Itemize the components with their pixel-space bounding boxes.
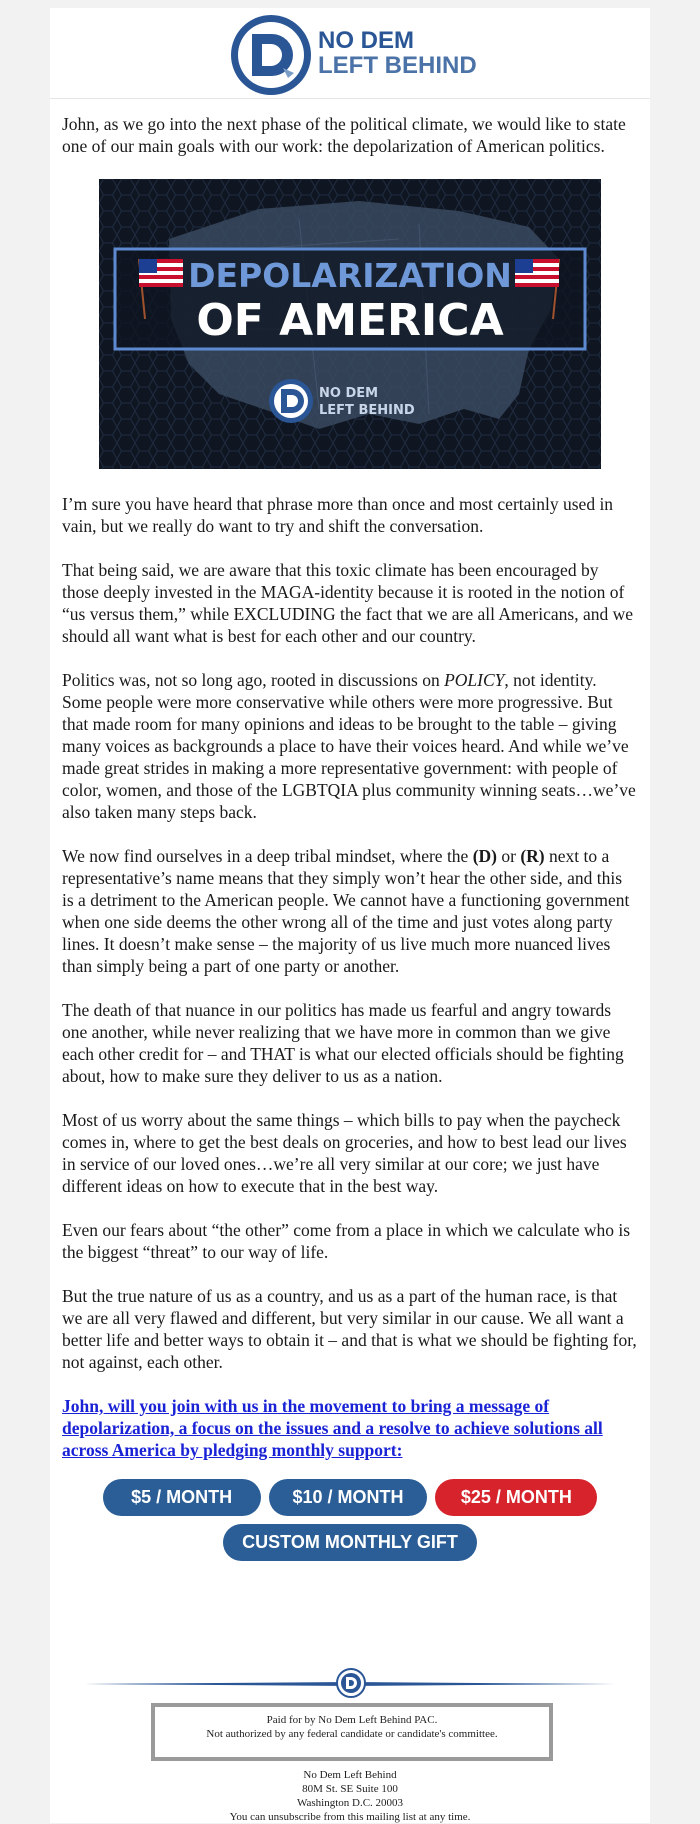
brand-wordmark bbox=[318, 28, 477, 78]
footer-logo-icon bbox=[336, 1668, 366, 1698]
disclaimer-box bbox=[151, 1703, 553, 1761]
paragraph-7: Most of us worry about the same things – which bills to pay when the paycheck comes in, where to get the best deals on groceries, and how to best lead our lives in service of our loved ones…we’re all very similar at our core; we just have different ideas on how to execute that in the best way. bbox=[62, 1110, 627, 1196]
hero-image bbox=[99, 179, 601, 469]
email-body bbox=[50, 99, 650, 1569]
paragraph-intro: John, as we go into the next phase of the political climate, we would like to state one of our main goals with our work: the depolarization of American politics. bbox=[62, 114, 626, 156]
donation-buttons bbox=[62, 1479, 638, 1569]
unsubscribe-text[interactable]: You can unsubscribe from this mailing list at any time. bbox=[229, 1811, 471, 1823]
paragraph-5 bbox=[62, 845, 638, 977]
paragraph-4-end: , not identity. Some people were more conservative while others were more progressive. But that made room for many opinions and ideas to be brought to the table – giving many voices as backgrounds a place to have their voices heard. And while we’ve made great strides in making a more representative government: with people of color, women, and those of the LGBTQIA plus community winning seats…we’ve also taken many steps back. bbox=[62, 670, 636, 822]
paragraph-4-start: Politics was, not so long ago, rooted in discussions on bbox=[62, 670, 445, 690]
hero-headline-bottom: OF AMERICA bbox=[196, 295, 504, 346]
paragraph-3: That being said, we are aware that this toxic climate has been encouraged by those deeply invested in the MAGA-identity because it is rooted in the notion of “us versus them,” while EXCLUDING the fact that we are all Americans, and we should all want what is best for each other and our country. bbox=[62, 560, 633, 646]
party-r: (R) bbox=[520, 846, 545, 866]
hero-logo-icon bbox=[269, 379, 313, 423]
party-d: (D) bbox=[472, 846, 497, 866]
paid-for-text: Paid for by No Dem Left Behind PAC. bbox=[266, 1714, 438, 1726]
donate-25-button[interactable]: $25 / MONTH bbox=[435, 1479, 597, 1516]
paragraph-5-end: next to a representative’s name means that they simply won’t hear the other side, and this is a detriment to the American people. We cannot have a functioning government when one side deems the other wrong all of the time and just votes along party lines. It doesn’t make sense – the majority of us live much more nuanced lives than simply being a part of one party or another. bbox=[62, 846, 630, 976]
email-header bbox=[50, 8, 650, 99]
paragraph-5-start: We now find ourselves in a deep tribal mindset, where the bbox=[62, 846, 473, 866]
paragraph-6: The death of that nuance in our politics has made us fearful and angry towards one another, while never realizing that we have more in common than we give each other credit for – and THAT is what our elected officials should be fighting about, how to make sure they deliver to us as a nation. bbox=[62, 1000, 624, 1086]
street-address: 80M St. SE Suite 100 bbox=[302, 1783, 398, 1795]
paragraph-2: I’m sure you have heard that phrase more than once and most certainly used in vain, but we really do want to try and shift the conversation. bbox=[62, 494, 614, 536]
cta-link[interactable]: John, will you join with us in the movement to bring a message of depolarization, a focus on the issues and a resolve to achieve solutions all across America by pledging monthly support: bbox=[62, 1396, 603, 1460]
brand-line1: NO DEM bbox=[318, 27, 414, 54]
logo-mark-icon bbox=[228, 12, 314, 98]
org-name: No Dem Left Behind bbox=[303, 1769, 397, 1781]
hero-headline-top: DEPOLARIZATION bbox=[188, 256, 512, 295]
donate-10-button[interactable]: $10 / MONTH bbox=[269, 1479, 427, 1516]
paragraph-5-or: or bbox=[497, 846, 521, 866]
hero-brand-line2: LEFT BEHIND bbox=[319, 403, 415, 418]
paragraph-8: Even our fears about “the other” come from a place in which we calculate who is the biggest “threat” to our way of life. bbox=[62, 1220, 631, 1262]
hero-brand-line1: NO DEM bbox=[319, 386, 379, 401]
brand-line2: LEFT BEHIND bbox=[318, 52, 477, 79]
paragraph-4 bbox=[62, 669, 638, 823]
donate-5-button[interactable]: $5 / MONTH bbox=[103, 1479, 261, 1516]
paragraph-4-emphasis: POLICY bbox=[444, 670, 505, 690]
city-address: Washington D.C. 20003 bbox=[296, 1797, 404, 1809]
mailing-address bbox=[50, 1768, 650, 1824]
paragraph-9: But the true nature of us as a country, and us as a part of the human race, is that we are all very flawed and different, but very similar in our cause. We all want a better life and better ways to obtain it – and that is what we should be fighting for, not against, each other. bbox=[62, 1286, 637, 1372]
email-container bbox=[50, 8, 650, 1823]
not-authorized-text: Not authorized by any federal candidate or candidate's committee. bbox=[206, 1728, 498, 1740]
custom-gift-button[interactable]: CUSTOM MONTHLY GIFT bbox=[223, 1524, 477, 1561]
